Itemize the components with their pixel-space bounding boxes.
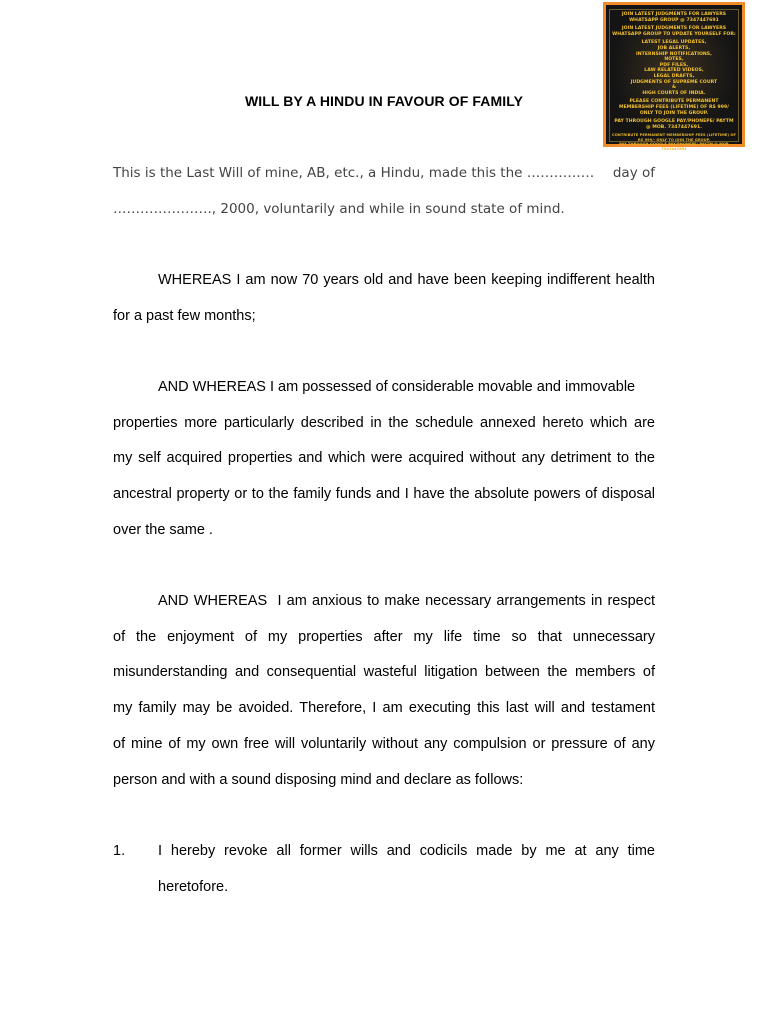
ad-line: PAY THROUGH GOOGLE PAY/PHONEPE/ PAYTM	[614, 119, 734, 125]
ad-line: LAW RELATED VIDEOS,	[644, 68, 704, 74]
ad-line: ONLY TO JOIN THE GROUP.	[639, 110, 709, 116]
ad-line: LATEST LEGAL UPDATES,	[641, 40, 707, 46]
ad-line: PAY THROUGH GOOGLE PAY/PHONEPE/ PAYTM @ MOB 7347447691	[619, 142, 729, 151]
whereas-paragraph-2	[113, 370, 655, 549]
paragraph-line: ancestral property or to the family funds and I have the absolute powers of disposal	[113, 486, 655, 503]
paragraph-line: misunderstanding and consequential wasteful litigation between the members of	[113, 664, 655, 681]
ad-line: CONTRIBUTE PERMANENT MEMBERSHIP FEES (LIFETIME) OF	[612, 133, 736, 138]
intro-line-1-left: This is the Last Will of mine, AB, etc., a Hindu, made this the ……………	[113, 165, 595, 181]
ad-line: JOIN LATEST JUDGMENTS FOR LAWYERS	[621, 12, 727, 17]
paragraph-line: AND WHEREAS I am possessed of considerable movable and immovable	[158, 379, 636, 395]
intro-line-1-right: day of	[612, 165, 655, 181]
paragraph-line: properties more particularly described in the schedule annexed hereto which are	[113, 414, 655, 431]
intro-paragraph	[113, 156, 655, 227]
ad-line: MEMBERSHIP FEES (LIFETIME) OF RS 999/	[618, 104, 730, 110]
paragraph-line: for a past few months;	[113, 307, 256, 324]
paragraph-line: heretofore.	[158, 878, 229, 895]
ad-line: WHATSAPP GROUP @ 7347447691	[629, 17, 719, 23]
paragraph-line: I hereby revoke all former wills and codicils made by me at any time	[158, 843, 655, 859]
paragraph-line: over the same .	[113, 521, 213, 538]
ad-line: WHATSAPP GROUP TO UPDATE YOURSELF FOR:	[612, 31, 736, 37]
paragraph-line: my family may be avoided. Therefore, I am executing this last will and testament	[113, 700, 655, 717]
paragraph-line: of mine of my own free will voluntarily without any compulsion or pressure of any	[113, 735, 655, 752]
ad-line: JOIN LATEST JUDGMENTS FOR LAWYERS	[621, 26, 727, 32]
numbered-clause-1	[113, 834, 655, 905]
clause-number: 1.	[113, 843, 126, 859]
intro-line-1	[113, 156, 655, 192]
document-title: WILL BY A HINDU IN FAVOUR OF FAMILY	[244, 93, 524, 109]
ad-line: JOB ALERTS,	[657, 45, 691, 51]
paragraph-line: of the enjoyment of my properties after my life time so that unnecessary	[113, 628, 655, 645]
whereas-paragraph-3	[113, 584, 655, 798]
ad-line: LEGAL DRAFTS,	[653, 73, 695, 79]
ad-line: PDF FILES,	[659, 62, 689, 68]
ad-line: NOTES,	[664, 57, 684, 63]
ad-line: INTERNSHIP NOTIFICATIONS,	[636, 51, 712, 57]
ad-line: PLEASE CONTRIBUTE PERMANENT	[629, 99, 719, 105]
paragraph-line: my self acquired properties and which were acquired without any detriment to the	[113, 450, 655, 467]
advertisement-banner[interactable]	[603, 2, 745, 151]
clause-text	[158, 834, 655, 905]
ad-line: HIGH COURTS OF INDIA.	[642, 90, 706, 96]
ad-line: &	[671, 85, 677, 91]
paragraph-line: person and with a sound disposing mind and declare as follows:	[113, 771, 524, 788]
paragraph-line: AND WHEREAS I am anxious to make necessary arrangements in respect	[158, 593, 655, 609]
whereas-paragraph-1	[113, 263, 655, 334]
intro-line-2: …………………., 2000, voluntarily and while in sound state of mind.	[113, 200, 565, 217]
ad-line: @ MOB. 7347447691.	[645, 124, 703, 130]
ad-line: JUDGMENTS OF SUPREME COURT	[630, 79, 718, 85]
paragraph-line: WHEREAS I am now 70 years old and have been keeping indifferent health	[158, 272, 655, 288]
ad-line: RS 999/- ONLY TO JOIN THE GROUP.	[637, 137, 711, 142]
advertisement-content	[609, 9, 739, 151]
